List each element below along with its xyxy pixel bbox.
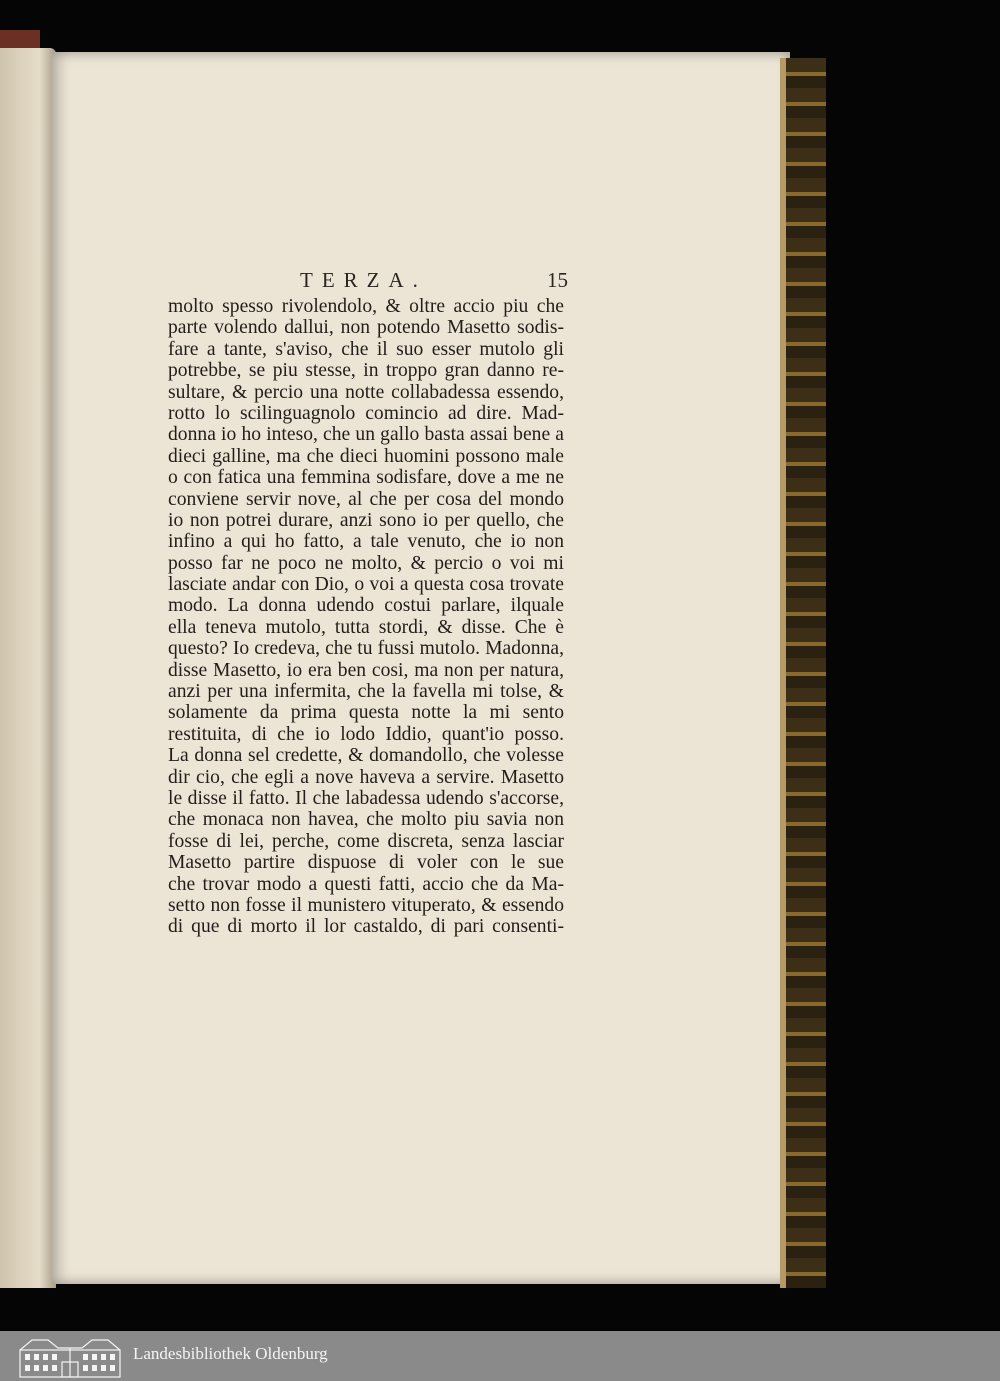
text-line: conviene servir nove, al che per cosa del mondo	[168, 488, 564, 510]
running-head	[300, 268, 570, 296]
body-text	[168, 296, 564, 938]
text-line: anzi per una infermita, che la favella mi tolse, &	[168, 681, 564, 703]
text-line: ella teneva mutolo, tutta stordi, & disse. Che è	[168, 616, 564, 638]
left-page-edge	[0, 30, 40, 50]
text-line: disse Masetto, io era ben cosi, ma non per natura,	[168, 659, 564, 681]
text-line: restituita, di che io lodo Iddio, quant'io posso.	[168, 723, 564, 745]
running-head-title: TERZA.	[300, 268, 427, 292]
footer-institution: Landesbibliothek Oldenburg	[133, 1344, 328, 1363]
text-line: posso far ne poco ne molto, & percio o voi mi	[168, 552, 564, 574]
library-building-logo-icon	[18, 1334, 122, 1378]
text-line: rotto lo scilinguagnolo comincio ad dire. Mad-	[168, 402, 564, 424]
text-line: setto non fosse il munistero vituperato, & essendo	[168, 894, 564, 916]
text-line: potrebbe, se piu stesse, in troppo gran danno re-	[168, 360, 564, 382]
text-line: molto spesso rivolendolo, & oltre accio piu che	[168, 296, 564, 317]
text-line: donna io ho inteso, che un gallo basta assai bene a	[168, 424, 564, 446]
text-line: di que di morto il lor castaldo, di pari consenti-	[168, 916, 564, 938]
text-line: lasciate andar con Dio, o voi a questa cosa trovate	[168, 574, 564, 596]
text-line: dir cio, che egli a nove haveva a servire. Masetto	[168, 766, 564, 788]
text-line: modo. La donna udendo costui parlare, ilquale	[168, 595, 564, 617]
text-line: dieci galline, ma che dieci huomini possono male	[168, 445, 564, 467]
page-number: 15	[547, 268, 568, 292]
text-line: sultare, & percio una notte collabadessa essendo,	[168, 381, 564, 403]
text-line: infino a qui ho fatto, a tale venuto, che io non	[168, 531, 564, 553]
text-line: che trovar modo a questi fatti, accio che da Ma-	[168, 873, 564, 895]
text-line: o con fatica una femmina sodisfare, dove a me ne	[168, 467, 564, 489]
text-line: Masetto partire dispuose di voler con le sue	[168, 852, 564, 874]
text-line: parte volendo dallui, non potendo Masetto sodis-	[168, 317, 564, 339]
text-line: solamente da prima questa notte la mi sento	[168, 702, 564, 724]
text-line: La donna sel credette, & domandollo, che volesse	[168, 745, 564, 767]
footer-bar	[0, 1331, 1000, 1381]
book-spine	[780, 58, 826, 1288]
left-page	[0, 48, 56, 1288]
text-line: questo? Io credeva, che tu fussi mutolo. Madonna,	[168, 638, 564, 660]
text-line: fare a tante, s'aviso, che il suo esser mutolo gli	[168, 338, 564, 360]
text-line: fosse di lei, perche, come discreta, senza lasciar	[168, 830, 564, 852]
text-line: che monaca non havea, che molto piu savia non	[168, 809, 564, 831]
text-line: le disse il fatto. Il che labadessa udendo s'accorse,	[168, 787, 564, 809]
text-line: io non potrei durare, anzi sono io per quello, che	[168, 509, 564, 531]
